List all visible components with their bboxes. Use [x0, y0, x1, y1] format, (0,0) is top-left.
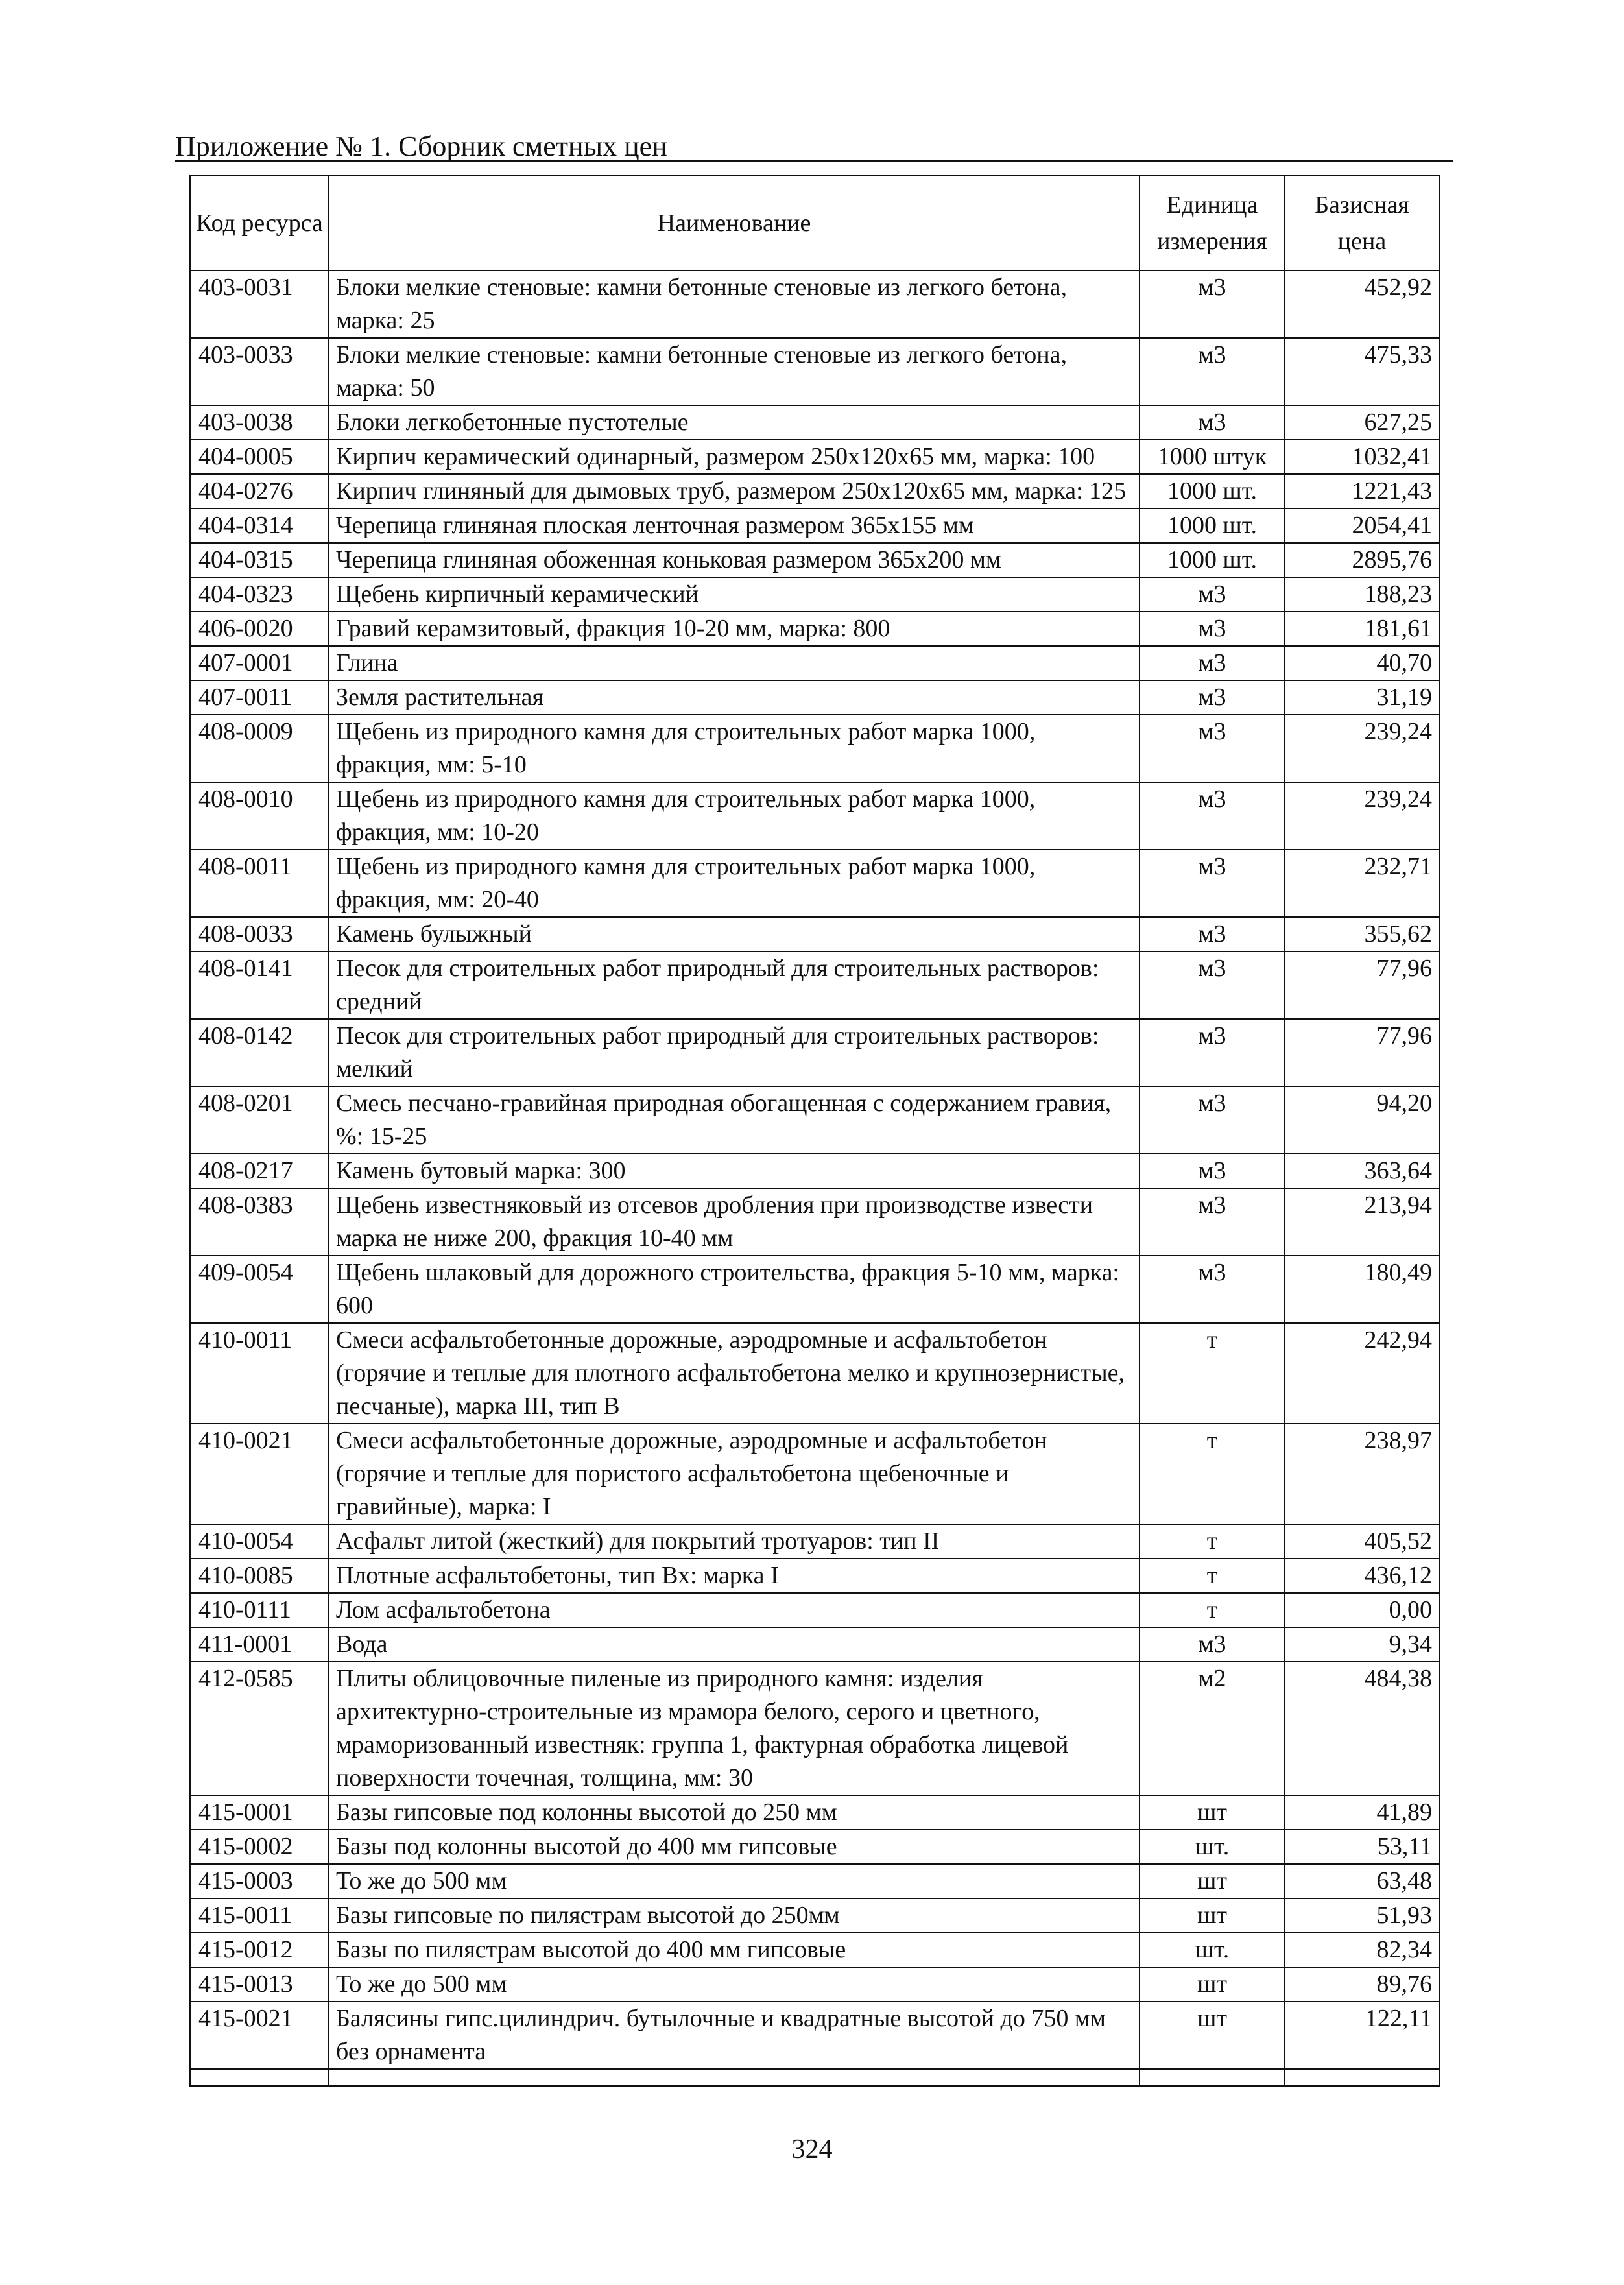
table-row — [190, 1864, 1439, 1898]
resource-code: 415-0012 — [190, 1933, 329, 1967]
table-row — [190, 646, 1439, 680]
resource-code: 404-0005 — [190, 440, 329, 474]
base-price: 475,33 — [1285, 338, 1439, 405]
table-row — [190, 1830, 1439, 1864]
table-row — [190, 2002, 1439, 2069]
base-price: 436,12 — [1285, 1559, 1439, 1593]
table-row — [190, 1323, 1439, 1424]
resource-code: 403-0031 — [190, 270, 329, 338]
unit-of-measure: м3 — [1140, 1627, 1285, 1662]
unit-of-measure: м3 — [1140, 270, 1285, 338]
unit-of-measure: т — [1140, 1524, 1285, 1559]
unit-of-measure: т — [1140, 1593, 1285, 1627]
resource-code: 408-0011 — [190, 850, 329, 917]
base-price: 77,96 — [1285, 1019, 1439, 1086]
table-row — [190, 1524, 1439, 1559]
resource-code: 404-0315 — [190, 543, 329, 577]
base-price: 82,34 — [1285, 1933, 1439, 1967]
resource-code: 403-0033 — [190, 338, 329, 405]
header-rule — [175, 160, 1453, 162]
table-row — [190, 1559, 1439, 1593]
table-row — [190, 1424, 1439, 1524]
resource-name: Смесь песчано-гравийная природная обогащенная с содержанием гравия, %: 15-25 — [329, 1086, 1140, 1154]
resource-name: Щебень из природного камня для строительных работ марка 1000, фракция, мм: 20-40 — [329, 850, 1140, 917]
resource-code: 415-0011 — [190, 1898, 329, 1933]
resource-code: 415-0003 — [190, 1864, 329, 1898]
resource-name: Блоки мелкие стеновые: камни бетонные стеновые из легкого бетона, марка: 25 — [329, 270, 1140, 338]
resource-code: 408-0009 — [190, 715, 329, 782]
base-price: 2054,41 — [1285, 508, 1439, 543]
resource-code: 406-0020 — [190, 612, 329, 646]
resource-name: Камень булыжный — [329, 917, 1140, 951]
unit-of-measure: м3 — [1140, 1154, 1285, 1188]
table-row — [190, 1898, 1439, 1933]
unit-of-measure: шт — [1140, 1795, 1285, 1830]
resource-name: Асфальт литой (жесткий) для покрытий тротуаров: тип II — [329, 1524, 1140, 1559]
unit-of-measure: 1000 шт. — [1140, 543, 1285, 577]
base-price: 232,71 — [1285, 850, 1439, 917]
base-price: 242,94 — [1285, 1323, 1439, 1424]
resource-code: 404-0276 — [190, 474, 329, 508]
resource-name: Кирпич керамический одинарный, размером 250x120x65 мм, марка: 100 — [329, 440, 1140, 474]
table-row — [190, 715, 1439, 782]
resource-code: 410-0085 — [190, 1559, 329, 1593]
table-row — [190, 474, 1439, 508]
base-price: 9,34 — [1285, 1627, 1439, 1662]
resource-code: 408-0142 — [190, 1019, 329, 1086]
unit-of-measure: м3 — [1140, 782, 1285, 850]
unit-of-measure: м3 — [1140, 1086, 1285, 1154]
header-price: Базисная цена — [1285, 176, 1439, 270]
base-price: 239,24 — [1285, 715, 1439, 782]
base-price: 355,62 — [1285, 917, 1439, 951]
resource-code: 408-0033 — [190, 917, 329, 951]
table-row — [190, 440, 1439, 474]
resource-code: 408-0141 — [190, 951, 329, 1019]
base-price: 122,11 — [1285, 2002, 1439, 2069]
table-row — [190, 338, 1439, 405]
resource-code: 410-0021 — [190, 1424, 329, 1524]
resource-code: 410-0011 — [190, 1323, 329, 1424]
unit-of-measure: шт — [1140, 1967, 1285, 2002]
resource-name: Базы по пилястрам высотой до 400 мм гипсовые — [329, 1933, 1140, 1967]
table-row — [190, 1256, 1439, 1323]
table-row — [190, 577, 1439, 612]
table-row — [190, 951, 1439, 1019]
resource-name: Камень бутовый марка: 300 — [329, 1154, 1140, 1188]
resource-name: Базы под колонны высотой до 400 мм гипсовые — [329, 1830, 1140, 1864]
resource-name: Щебень кирпичный керамический — [329, 577, 1140, 612]
table-row — [190, 782, 1439, 850]
table-bottom-spacer — [190, 2069, 1439, 2086]
unit-of-measure: м3 — [1140, 646, 1285, 680]
page-header: Приложение № 1. Сборник сметных цен — [175, 130, 667, 162]
resource-name: Глина — [329, 646, 1140, 680]
resource-code: 408-0201 — [190, 1086, 329, 1154]
unit-of-measure: шт. — [1140, 1933, 1285, 1967]
resource-name: Плотные асфальтобетоны, тип Вх: марка I — [329, 1559, 1140, 1593]
base-price: 1221,43 — [1285, 474, 1439, 508]
unit-of-measure: 1000 штук — [1140, 440, 1285, 474]
resource-name: Песок для строительных работ природный для строительных растворов: мелкий — [329, 1019, 1140, 1086]
resource-name: Плиты облицовочные пиленые из природного камня: изделия архитектурно-строительные из мрамора белого, серого и цветного, мраморизованный известняк: группа 1, фактурная обработка лицевой поверхности точечная, толщина, мм: 30 — [329, 1662, 1140, 1795]
table-header-row — [190, 176, 1439, 270]
unit-of-measure: шт — [1140, 1898, 1285, 1933]
unit-of-measure: м3 — [1140, 577, 1285, 612]
resource-name: Черепица глиняная плоская ленточная размером 365x155 мм — [329, 508, 1140, 543]
base-price: 238,97 — [1285, 1424, 1439, 1524]
resource-code: 403-0038 — [190, 405, 329, 440]
unit-of-measure: 1000 шт. — [1140, 474, 1285, 508]
base-price: 40,70 — [1285, 646, 1439, 680]
table-row — [190, 508, 1439, 543]
unit-of-measure: м3 — [1140, 405, 1285, 440]
base-price: 1032,41 — [1285, 440, 1439, 474]
table-row — [190, 270, 1439, 338]
base-price: 77,96 — [1285, 951, 1439, 1019]
table-row — [190, 1154, 1439, 1188]
unit-of-measure: м3 — [1140, 680, 1285, 715]
table-row — [190, 917, 1439, 951]
table-row — [190, 1662, 1439, 1795]
resource-name: Земля растительная — [329, 680, 1140, 715]
resource-name: Щебень известняковый из отсевов дробления при производстве извести марка не ниже 200, фракция 10-40 мм — [329, 1188, 1140, 1256]
resource-name: То же до 500 мм — [329, 1864, 1140, 1898]
resource-name: Щебень из природного камня для строительных работ марка 1000, фракция, мм: 5-10 — [329, 715, 1140, 782]
resource-name: Песок для строительных работ природный для строительных растворов: средний — [329, 951, 1140, 1019]
resource-name: Черепица глиняная обоженная коньковая размером 365x200 мм — [329, 543, 1140, 577]
table-row — [190, 1593, 1439, 1627]
resource-name: Блоки легкобетонные пустотелые — [329, 405, 1140, 440]
unit-of-measure: т — [1140, 1323, 1285, 1424]
table-row — [190, 1795, 1439, 1830]
empty-cell — [329, 2069, 1140, 2086]
unit-of-measure: т — [1140, 1559, 1285, 1593]
table-row — [190, 680, 1439, 715]
resource-code: 407-0011 — [190, 680, 329, 715]
base-price: 31,19 — [1285, 680, 1439, 715]
resource-name: Лом асфальтобетона — [329, 1593, 1140, 1627]
page-number: 324 — [791, 2135, 833, 2164]
base-price: 405,52 — [1285, 1524, 1439, 1559]
resource-name: Вода — [329, 1627, 1140, 1662]
table-row — [190, 612, 1439, 646]
header-code: Код ресурса — [190, 176, 329, 270]
unit-of-measure: м3 — [1140, 338, 1285, 405]
unit-of-measure: шт — [1140, 2002, 1285, 2069]
resource-name: Блоки мелкие стеновые: камни бетонные стеновые из легкого бетона, марка: 50 — [329, 338, 1140, 405]
resource-name: Гравий керамзитовый, фракция 10-20 мм, марка: 800 — [329, 612, 1140, 646]
header-unit: Единица измерения — [1140, 176, 1285, 270]
resource-code: 404-0314 — [190, 508, 329, 543]
unit-of-measure: шт — [1140, 1864, 1285, 1898]
empty-cell — [1285, 2069, 1439, 2086]
base-price: 188,23 — [1285, 577, 1439, 612]
header-name: Наименование — [329, 176, 1140, 270]
empty-cell — [190, 2069, 329, 2086]
table-row — [190, 543, 1439, 577]
base-price: 94,20 — [1285, 1086, 1439, 1154]
table-row — [190, 1967, 1439, 2002]
unit-of-measure: м3 — [1140, 1256, 1285, 1323]
resource-code: 415-0021 — [190, 2002, 329, 2069]
resource-name: Базы гипсовые по пилястрам высотой до 250мм — [329, 1898, 1140, 1933]
resource-code: 408-0217 — [190, 1154, 329, 1188]
unit-of-measure: м3 — [1140, 1188, 1285, 1256]
unit-of-measure: 1000 шт. — [1140, 508, 1285, 543]
base-price: 363,64 — [1285, 1154, 1439, 1188]
table-row — [190, 1019, 1439, 1086]
resource-code: 415-0002 — [190, 1830, 329, 1864]
base-price: 51,93 — [1285, 1898, 1439, 1933]
unit-of-measure: м3 — [1140, 612, 1285, 646]
unit-of-measure: м3 — [1140, 850, 1285, 917]
unit-of-measure: т — [1140, 1424, 1285, 1524]
table-row — [190, 1188, 1439, 1256]
resource-code: 411-0001 — [190, 1627, 329, 1662]
unit-of-measure: м3 — [1140, 715, 1285, 782]
resource-code: 412-0585 — [190, 1662, 329, 1795]
base-price: 89,76 — [1285, 1967, 1439, 2002]
unit-of-measure: м2 — [1140, 1662, 1285, 1795]
empty-cell — [1140, 2069, 1285, 2086]
table-row — [190, 405, 1439, 440]
resource-name: Смеси асфальтобетонные дорожные, аэродромные и асфальтобетон (горячие и теплые для плотного асфальтобетона мелко и крупнозернистые, песчаные), марка III, тип В — [329, 1323, 1140, 1424]
unit-of-measure: м3 — [1140, 951, 1285, 1019]
resource-name: Смеси асфальтобетонные дорожные, аэродромные и асфальтобетон (горячие и теплые для пористого асфальтобетона щебеночные и гравийные), марка: I — [329, 1424, 1140, 1524]
base-price: 41,89 — [1285, 1795, 1439, 1830]
resource-name: Щебень из природного камня для строительных работ марка 1000, фракция, мм: 10-20 — [329, 782, 1140, 850]
resource-code: 408-0010 — [190, 782, 329, 850]
resource-code: 404-0323 — [190, 577, 329, 612]
base-price: 2895,76 — [1285, 543, 1439, 577]
base-price: 484,38 — [1285, 1662, 1439, 1795]
unit-of-measure: м3 — [1140, 917, 1285, 951]
resource-name: Балясины гипс.цилиндрич. бутылочные и квадратные высотой до 750 мм без орнамента — [329, 2002, 1140, 2069]
unit-of-measure: м3 — [1140, 1019, 1285, 1086]
base-price: 180,49 — [1285, 1256, 1439, 1323]
resource-code: 415-0001 — [190, 1795, 329, 1830]
base-price: 452,92 — [1285, 270, 1439, 338]
base-price: 181,61 — [1285, 612, 1439, 646]
resource-code: 409-0054 — [190, 1256, 329, 1323]
price-table — [189, 175, 1440, 2087]
resource-name: Базы гипсовые под колонны высотой до 250 мм — [329, 1795, 1140, 1830]
base-price: 239,24 — [1285, 782, 1439, 850]
unit-of-measure: шт. — [1140, 1830, 1285, 1864]
table-row — [190, 1086, 1439, 1154]
resource-name: Кирпич глиняный для дымовых труб, размером 250x120x65 мм, марка: 125 — [329, 474, 1140, 508]
base-price: 213,94 — [1285, 1188, 1439, 1256]
table-row — [190, 850, 1439, 917]
resource-code: 410-0111 — [190, 1593, 329, 1627]
table-row — [190, 1933, 1439, 1967]
resource-code: 415-0013 — [190, 1967, 329, 2002]
resource-name: То же до 500 мм — [329, 1967, 1140, 2002]
base-price: 0,00 — [1285, 1593, 1439, 1627]
base-price: 627,25 — [1285, 405, 1439, 440]
resource-name: Щебень шлаковый для дорожного строительства, фракция 5-10 мм, марка: 600 — [329, 1256, 1140, 1323]
table-row — [190, 1627, 1439, 1662]
resource-code: 408-0383 — [190, 1188, 329, 1256]
resource-code: 410-0054 — [190, 1524, 329, 1559]
base-price: 63,48 — [1285, 1864, 1439, 1898]
resource-code: 407-0001 — [190, 646, 329, 680]
base-price: 53,11 — [1285, 1830, 1439, 1864]
